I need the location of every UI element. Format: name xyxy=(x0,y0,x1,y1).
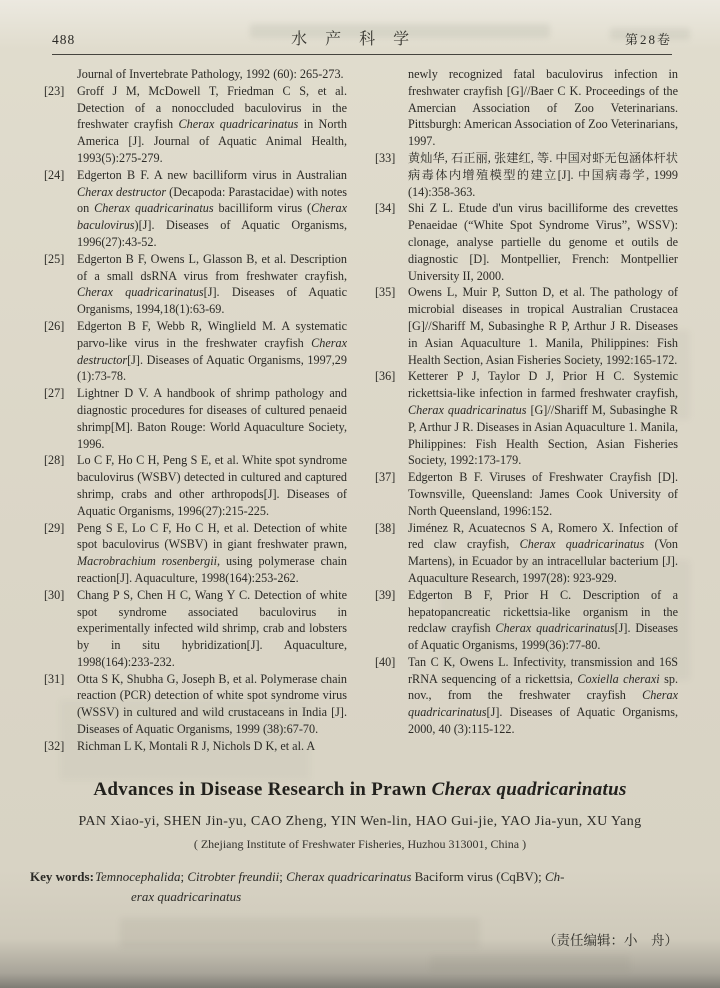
reference-text xyxy=(77,319,347,383)
reference-item xyxy=(44,318,347,385)
text-segment: Citrobter freundii xyxy=(187,868,280,884)
reference-item xyxy=(375,150,678,200)
text-segment: Richman L K, Montali R J, Nichols D K, et al. A xyxy=(77,738,316,753)
text-segment: [J]. Diseases of Aquatic Organisms, 1999(36):77-80. xyxy=(408,621,678,653)
reference-label: [40] xyxy=(375,654,396,669)
text-segment: Advances in Disease Research in Prawn xyxy=(93,778,432,800)
text-segment: Jiménez R, Acuatecnos S A, Romero X. Infection of red claw crayfish, xyxy=(408,520,678,552)
reference-label: [26] xyxy=(44,318,65,333)
text-segment: Coxiella cheraxi xyxy=(577,671,660,686)
reference-label: [27] xyxy=(44,386,65,401)
text-segment: Cherax quadricarinatus xyxy=(495,621,615,636)
text-segment: Tan C K, Owens L. Infectivity, transmission and 16S rRNA sequencing of a rickettsia, xyxy=(408,654,678,686)
reference-text xyxy=(408,655,678,736)
text-segment: ; xyxy=(180,868,188,884)
reference-item xyxy=(44,452,347,519)
reference-item xyxy=(44,385,347,452)
reference-text xyxy=(77,168,347,249)
text-segment: Cherax quadricarinatus xyxy=(286,868,412,884)
text-segment: Cherax quadricarinatus xyxy=(408,688,678,720)
reference-label: [35] xyxy=(375,285,396,300)
reference-item xyxy=(44,738,347,755)
text-segment: Edgerton B F. A new bacilliform virus in Australian xyxy=(77,167,347,182)
text-segment: Temnocephalida xyxy=(95,868,181,884)
reference-item xyxy=(44,66,347,83)
page-number: 488 xyxy=(52,32,76,47)
reference-label: [25] xyxy=(44,251,65,266)
reference-text xyxy=(77,67,344,81)
reference-text xyxy=(408,588,678,652)
reference-label: [24] xyxy=(44,167,65,182)
text-segment: , using polymerase chain reaction[J]. Aquaculture, 1998(164):253-262. xyxy=(77,554,347,585)
text-segment: [G]//Shariff M, Subasinghe R P, Arthur J R. Diseases in Asian Aquaculture 1. Manila, Philippines: Fish Health Section, Asian Fisheries Society, 1992:173-179. xyxy=(408,402,678,468)
text-segment: Shi Z L. Etude d'un virus bacilliforme des crevettes Penaeidae (“White Spot Syndrome Virus”, WSSV): clonage, analyse partielle du genome et outils de diagnostic [D]. Montpellier, French: Montpellier University II, 2000. xyxy=(408,201,678,283)
keywords-line xyxy=(30,867,690,907)
text-segment: [J]. Diseases of Aquatic Organisms, 2000, 40 (3):115-122. xyxy=(408,705,678,737)
reference-item xyxy=(375,654,678,738)
reference-item xyxy=(375,66,678,150)
reference-label: [39] xyxy=(375,587,396,602)
text-segment: Cherax quadricarinatus xyxy=(178,117,299,132)
text-segment: (Decapoda: Parastacidae) with notes on xyxy=(77,184,347,216)
reference-text xyxy=(408,369,678,467)
reference-label: [38] xyxy=(375,520,396,535)
text-segment: Cherax quadricarinatus xyxy=(77,285,204,300)
keywords-label: Key words: xyxy=(30,868,94,884)
reference-text xyxy=(77,386,347,450)
text-segment: [J]. Diseases of Aquatic Organisms, 1997,29 (1):73-78. xyxy=(77,352,347,384)
page-header xyxy=(0,0,720,55)
text-segment: Baciform virus (CqBV); xyxy=(411,868,545,884)
reference-label: [28] xyxy=(44,453,65,468)
reference-text xyxy=(408,151,678,199)
references-right-column xyxy=(375,66,678,755)
reference-text xyxy=(77,84,347,165)
text-segment: Cherax quadricarinatus xyxy=(408,402,527,417)
reference-item xyxy=(44,671,347,738)
reference-label: [30] xyxy=(44,587,65,602)
reference-text xyxy=(77,453,347,517)
reference-label: [33] xyxy=(375,150,396,165)
reference-label: [37] xyxy=(375,470,396,485)
text-segment: Ketterer P J, Taylor D J, Prior H C. Systemic rickettsia-like infection in farmed freshwater crayfish, xyxy=(408,369,678,401)
reference-label: [31] xyxy=(44,671,65,686)
reference-item xyxy=(44,83,347,167)
reference-text xyxy=(408,470,678,518)
reference-item xyxy=(375,284,678,368)
text-segment: bacilliform virus ( xyxy=(213,201,312,216)
text-segment: Journal of Invertebrate Pathology, 1992 (60): 265-273. xyxy=(77,67,344,81)
text-segment: Cherax quadricarinatus xyxy=(519,537,645,552)
reference-item xyxy=(44,167,347,251)
text-segment: 黄灿华, 石正丽, 张建红, 等. 中国对虾无包涵体杆状病毒体内增殖模型的建立[J]. 中国病毒学, 1999 (14):358-363. xyxy=(408,150,678,199)
text-segment: Edgerton B F, Webb R, Winglield M. A systematic parvo-like virus in the freshwater crayfish xyxy=(77,318,347,350)
text-segment: Ch- xyxy=(544,868,565,884)
text-segment: Cherax destructor xyxy=(77,184,167,199)
text-segment: in North America [J]. Journal of Aquatic Animal Health, 1993(5):275-279. xyxy=(77,117,347,165)
reference-label: [29] xyxy=(44,520,65,535)
text-segment: sp. nov., from the freshwater crayfish xyxy=(408,671,678,703)
reference-text xyxy=(77,739,315,753)
text-segment: Lightner D V. A handbook of shrimp pathology and diagnostic procedures for diseases of cultured penaeid shrimp[M]. Baton Rouge: World Aquaculture Society, 1996. xyxy=(77,386,347,451)
reference-text xyxy=(77,252,347,316)
text-segment: Groff J M, McDowell T, Friedman C S, et al. Detection of a nonoccluded baculovirus in the freshwater crayfish xyxy=(77,83,347,132)
reference-text xyxy=(408,521,678,585)
text-segment: Cherax quadricarinatus xyxy=(94,201,214,216)
reference-item xyxy=(375,368,678,469)
text-segment: erax quadricarinatus xyxy=(131,888,242,904)
editor-note: （责任编辑：小 舟） xyxy=(543,932,678,948)
reference-label: [36] xyxy=(375,369,396,384)
text-segment: Edgerton B F. Viruses of Freshwater Crayfish [D]. Townsville, Queensland: James Cook University of North Queensland, 1996:152. xyxy=(408,470,678,518)
references-left-column xyxy=(44,66,347,755)
text-segment: (Von Martens), in Ecuador by an intracellular bacterium [J]. Aquaculture Research, 1997(28): 923-929. xyxy=(408,537,678,585)
bleed-through-artifact xyxy=(430,955,630,971)
text-segment: Otta S K, Shubha G, Joseph B, et al. Polymerase chain reaction (PCR) detection of white spot syndrome virus (WSSV) in cultured and wild crustaceans in India [J]. Diseases of Aquatic Organisms, 1999 (38):67-70. xyxy=(77,671,347,737)
text-segment: Edgerton B F, Prior H C. Description of a hepatopancreatic rickettsia-like organism in the redclaw crayfish xyxy=(408,587,678,636)
reference-label: [23] xyxy=(44,83,65,98)
article-title xyxy=(30,779,690,801)
text-segment: Lo C F, Ho C H, Peng S E, et al. White spot syndrome baculovirus (WSBV) detected in cultured and captured shrimp, crabs and other arthropods[J]. Diseases of Aquatic Organisms, 1996(27):215-225. xyxy=(77,453,347,518)
references-section xyxy=(0,55,720,755)
text-segment: ; xyxy=(279,868,287,884)
text-segment: Cherax destructor xyxy=(77,335,347,367)
article-summary-block xyxy=(0,779,720,949)
reference-text xyxy=(408,201,678,282)
reference-item xyxy=(44,520,347,587)
reference-item xyxy=(375,200,678,284)
reference-item xyxy=(375,587,678,654)
reference-item xyxy=(375,520,678,587)
reference-item xyxy=(44,587,347,671)
text-segment: Macrobrachium rosenbergii xyxy=(77,554,218,569)
text-segment: Edgerton B F, Owens L, Glasson B, et al. Description of a small dsRNA virus from freshwater crayfish, xyxy=(77,251,347,283)
article-affiliation: ( Zhejiang Institute of Freshwater Fisheries, Huzhou 313001, China ) xyxy=(193,836,527,851)
text-segment: Cherax baculovirus xyxy=(77,201,347,233)
keywords-text xyxy=(95,869,564,904)
journal-title: 水产科学 xyxy=(291,31,428,48)
volume-label: 第28卷 xyxy=(624,32,672,47)
text-segment: Cherax quadricarinatus xyxy=(431,778,627,800)
reference-label: [34] xyxy=(375,201,396,216)
reference-text xyxy=(77,521,347,585)
reference-text xyxy=(408,285,678,366)
text-segment: newly recognized fatal baculovirus infection in freshwater crayfish [G]//Baer C K. Proceedings of the Amercian Association of Zoo Veterinarians. Pittsburgh: American Association of Zoo Veterinarians, 1997. xyxy=(408,67,678,149)
reference-item xyxy=(375,469,678,519)
reference-label: [32] xyxy=(44,738,65,753)
article-authors: PAN Xiao-yi, SHEN Jin-yu, CAO Zheng, YIN Wen-lin, HAO Gui-jie, YAO Jia-yun, XU Yang xyxy=(78,813,642,829)
reference-text xyxy=(77,672,347,736)
text-segment: Chang P S, Chen H C, Wang Y C. Detection of white spot syndrome associated baculovirus in experimentally infected wild shrimp, crab and lobsters by in situ hybridization[J]. Aquaculture, 1998(164):233-232. xyxy=(77,587,347,669)
reference-text xyxy=(77,588,347,669)
text-segment: )[J]. Diseases of Aquatic Organisms, 1996(27):43-52. xyxy=(77,218,347,249)
text-segment: Peng S E, Lo C F, Ho C H, et al. Detection of white spot baculovirus (WSBV) in giant freshwater prawn, xyxy=(77,520,347,552)
reference-text xyxy=(408,67,678,148)
text-segment: [J]. Diseases of Aquatic Organisms, 1994,18(1):63-69. xyxy=(77,285,347,317)
text-segment: Owens L, Muir P, Sutton D, et al. The pathology of microbial diseases in tropical Australian Crustacea [G]//Shariff M, Subasinghe R P, Arthur J R. Diseases in Asian Aquaculture 1. Manila, Philippines: Fish Health Section, Asian Fisheries Society, 1992:165-172. xyxy=(408,285,678,367)
reference-item xyxy=(44,251,347,318)
